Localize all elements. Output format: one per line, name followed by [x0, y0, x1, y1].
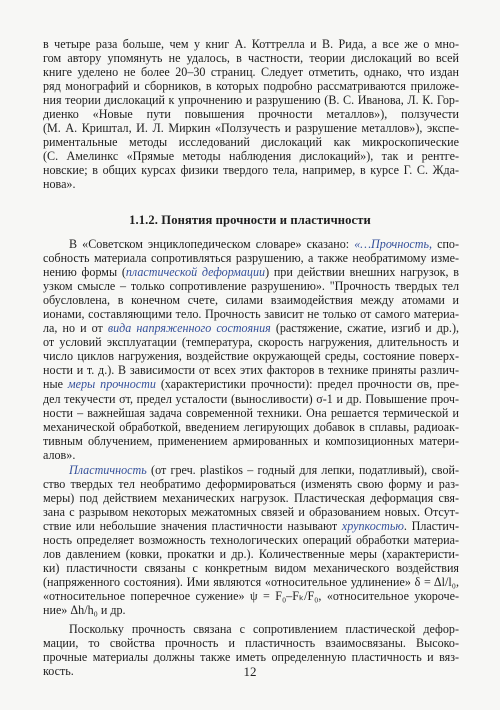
term-brittleness: хрупкостью — [341, 519, 404, 534]
paragraph-3 — [43, 463, 459, 618]
text-line: прочные материалы должны также иметь определенную пластичность и вяз- — [43, 650, 459, 665]
text-line: гом автору упомянуть не удалось, в частности, теории дислокаций во всей — [43, 51, 459, 66]
text-line: в четыре раза больше, чем у книг А. Коттрелла и В. Рида, а все же о мно- — [43, 37, 459, 51]
text-line: число циклов нагружения, воздействие окружающей среды, состояние поверх- — [43, 349, 459, 364]
text-line: ряд монографий и сборников, в которых подробно рассматриваются приложе- — [43, 79, 459, 94]
text-line: книге уделено не более 20–30 страниц. Следует отметить, однако, что издан — [43, 65, 459, 80]
text-line: ния теории дислокаций к упрочнению и разрушению (В. С. Иванова, Л. К. Гор- — [43, 93, 459, 108]
text-line: алов». — [43, 447, 76, 462]
term-stress-state: вида напряженного состояния — [107, 321, 271, 336]
paragraph-1 — [43, 37, 459, 192]
text-line: механической обработкой, введением легирующих добавок в сплавы, радиоак- — [43, 419, 459, 434]
text-line: Поскольку прочность связана с сопротивлением пластической дефор- — [69, 622, 459, 636]
term-plasticity: Пластичность — [69, 463, 147, 477]
text-line: от условий эксплуатации (температура, скорость нагружения, длительность и — [43, 335, 459, 350]
text-line: ионами, составляющими тело. Прочность зависит не только от самого материа- — [43, 307, 459, 322]
text-line: лов давлением (ковки, прокатки и др.). Количественные меры (характеристи- — [43, 547, 459, 562]
text-line: ние» Δh/h₀ и др. — [43, 603, 126, 618]
text-line: (напряженного состояния). Ими являются «относительное удлинение» δ = Δl/l₀, — [43, 575, 459, 590]
text-line: (М. А. Криштал, И. Л. Миркин «Ползучесть и разрушение металлов»), экспе- — [43, 121, 459, 136]
text-line: ные меры прочности (характеристики прочности): предел прочности σв, пре- — [43, 377, 459, 392]
term-strength-measures: меры прочности — [67, 377, 156, 392]
text-line: ности – важнейшая задача современной техники. Она решается термической и — [43, 405, 459, 420]
text-line: собность материала сопротивляться разрушению, а также необратимому изме- — [43, 251, 459, 266]
text-line: новские; в общих курсах физики твердого тела, например, в курсе Г. С. Жда- — [43, 163, 459, 178]
term-strength: «…Прочность, — [354, 237, 432, 251]
text-line: ла, но и от вида напряженного состояния (растяжение, сжатие, изгиб и др.), — [43, 321, 459, 336]
text-line: дел текучести σт, предел усталости (выносливости) σ-1 и др. Повышение проч- — [43, 391, 459, 406]
text-line: ности и т. д.). В зависимости от всех этих факторов в технике приняты различ- — [43, 363, 459, 378]
text-line: «относительное поперечное сужение» ψ = F₀–Fₖ/F₀, «относительное укороче- — [43, 589, 459, 604]
text-line: зана с разрывом некоторых межатомных связей и образованием новых. Отсут- — [43, 505, 459, 520]
section-heading: 1.1.2. Понятия прочности и пластичности — [129, 213, 371, 227]
text-line: мации, то свойства прочность и пластичность взаимосвязаны. Высоко- — [43, 636, 459, 651]
text-line: ность определяет возможность технологических операций обработки материа- — [43, 533, 459, 548]
text-line: Пластичность (от греч. plastikos – годный для лепки, податливый), свой- — [69, 463, 459, 477]
text-line: узком смысле – только сопротивление разрушению». "Прочность твердых тел — [43, 279, 459, 294]
text-line: меры) под действием механических нагрузок. Пластическая деформация свя- — [43, 491, 459, 506]
paragraph-2 — [43, 237, 459, 462]
text-line: тивным облучением, применением армированных и композиционных матери- — [43, 433, 459, 448]
page-number: 12 — [243, 664, 257, 679]
text-line: ки) пластичности связаны с конкретным видом механического воздействия — [43, 561, 459, 576]
text-line: ствие или небольшие значения пластичности называют хрупкостью. Пластич- — [43, 519, 459, 534]
text-line: риментальные методы исследований дислокаций как микроскопические — [43, 135, 459, 150]
text-line: обусловлена, в конечном счете, силами взаимодействия между атомами и — [43, 293, 459, 308]
text-line: нова». — [43, 177, 76, 192]
text-line: ство твердых тел необратимо деформироваться (изменять свою форму и раз- — [43, 477, 459, 492]
text-line: диенко «Новые пути повышения прочности металлов»), ползучести — [43, 107, 459, 122]
text-line: нению формы (пластической деформации) при действии внешних нагрузок, в — [43, 265, 459, 280]
text-line: кость. — [43, 664, 74, 679]
text-line: (С. Амелинкс «Прямые методы наблюдения дислокаций»), так и рентге- — [43, 149, 459, 164]
term-plastic-deformation: пластической деформации — [125, 265, 266, 280]
text-line: В «Советском энциклопедическом словаре» сказано: «…Прочность, спо- — [69, 237, 459, 251]
